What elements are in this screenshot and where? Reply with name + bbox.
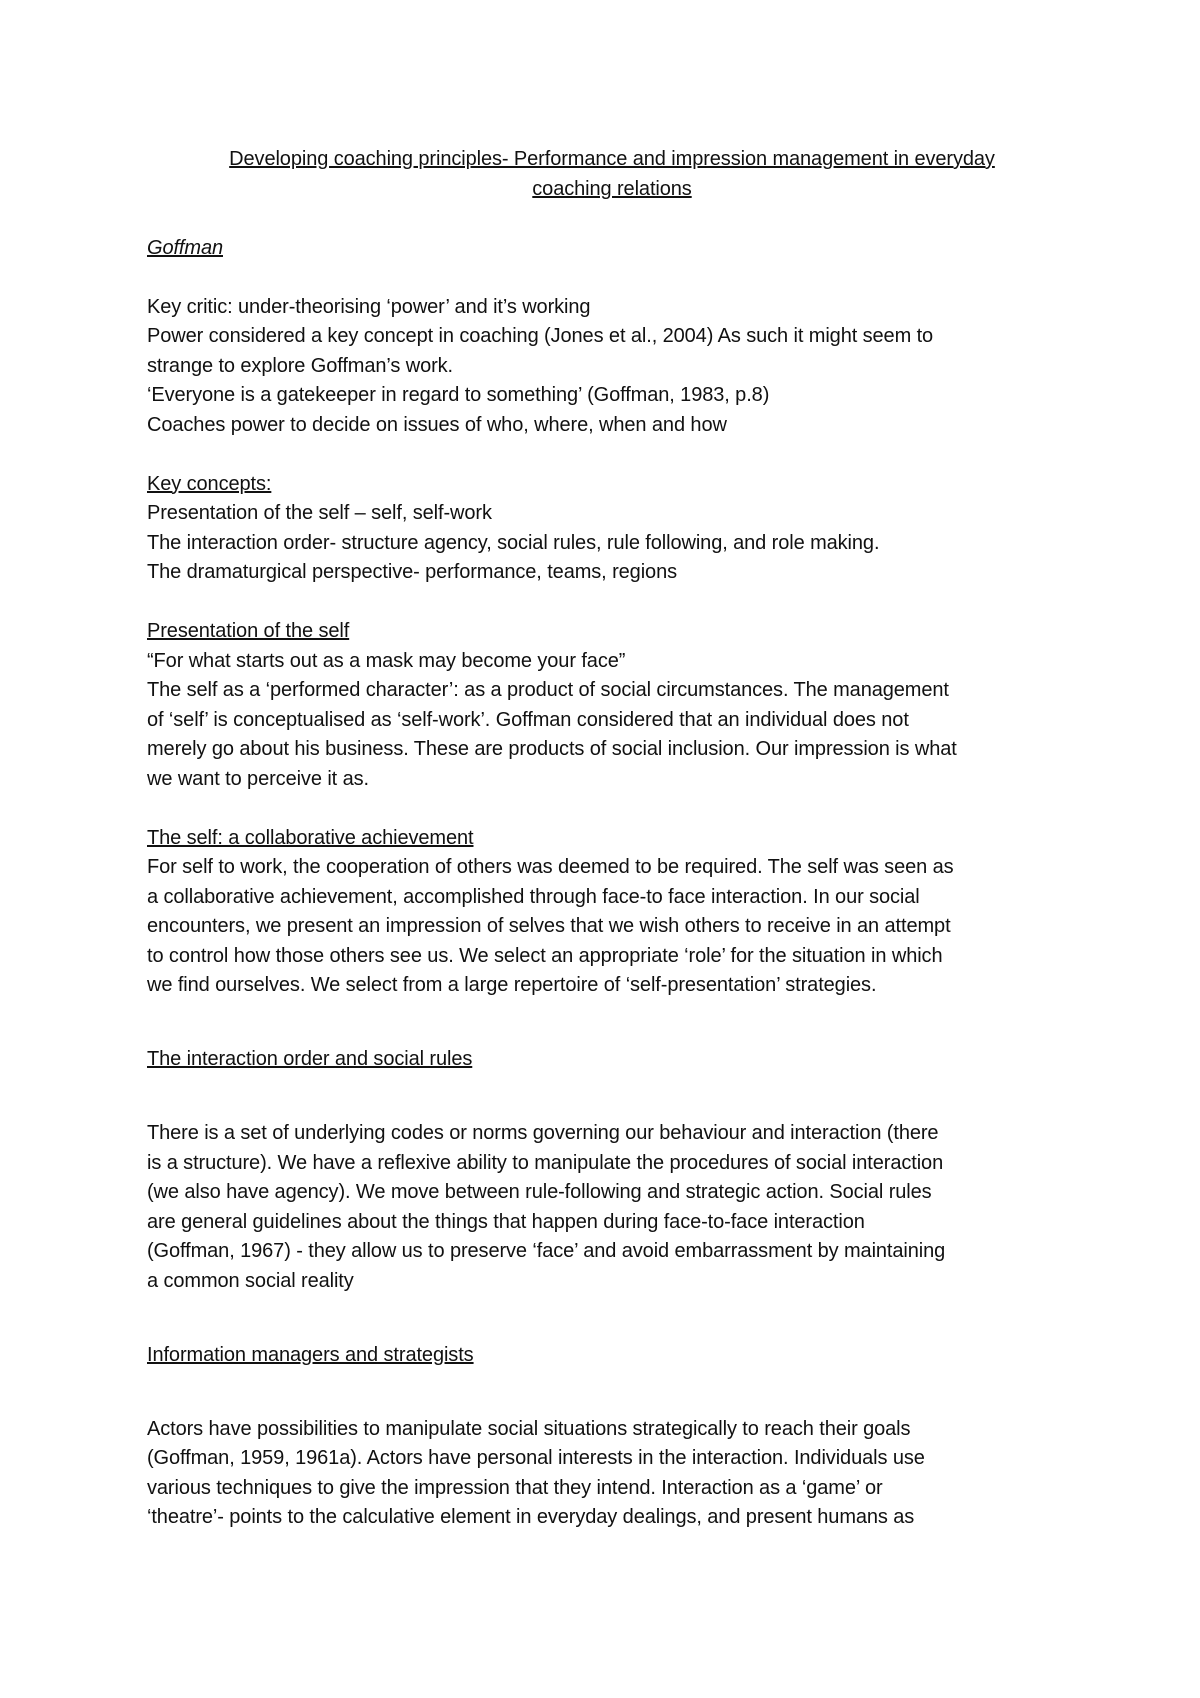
text-line: of ‘self’ is conceptualised as ‘self-work’. Goffman considered that an individual does not: [147, 708, 909, 731]
text-line: a common social reality: [147, 1269, 354, 1292]
text-line: is a structure). We have a reflexive ability to manipulate the procedures of social interaction: [147, 1151, 944, 1174]
section-collaborative-text: [147, 853, 1077, 1001]
text-line: ‘Everyone is a gatekeeper in regard to something’ (Goffman, 1983, p.8): [147, 384, 770, 406]
document-title-line-1: Developing coaching principles- Performance and impression management in everyday: [229, 148, 995, 170]
section-key-concepts: [147, 470, 1077, 588]
section-heading-key-concepts: Key concepts:: [147, 472, 272, 495]
text-line: There is a set of underlying codes or norms governing our behaviour and interaction (there: [147, 1122, 939, 1144]
text-line: Presentation of the self – self, self-work: [147, 502, 492, 524]
text-line: For self to work, the cooperation of others was deemed to be required. The self was seen as: [147, 856, 954, 878]
text-line: The self as a ‘performed character’: as a product of social circumstances. The management: [147, 679, 949, 701]
section-information-text: [147, 1415, 1077, 1533]
text-line: ‘theatre’- points to the calculative element in everyday dealings, and present humans as: [147, 1506, 915, 1528]
text-line: to control how those others see us. We select an appropriate ‘role’ for the situation in which: [147, 944, 943, 967]
text-line: The interaction order- structure agency, social rules, rule following, and role making.: [147, 531, 880, 554]
section-key-concepts-text: [147, 499, 1077, 588]
document-title-line-2: coaching relations: [532, 177, 692, 200]
text-line: a collaborative achievement, accomplished through face-to face interaction. In our social: [147, 885, 920, 908]
section-interaction-text: [147, 1119, 1077, 1296]
section-goffman: [147, 234, 1077, 441]
text-line: (we also have agency). We move between rule-following and strategic action. Social rules: [147, 1181, 932, 1203]
section-presentation-of-self: [147, 617, 1077, 794]
text-line: Actors have possibilities to manipulate social situations strategically to reach their goals: [147, 1417, 911, 1440]
text-line: we find ourselves. We select from a large repertoire of ‘self-presentation’ strategies.: [147, 974, 877, 996]
text-line: Coaches power to decide on issues of who, where, when and how: [147, 413, 727, 436]
document-title: [147, 145, 1077, 204]
text-line: are general guidelines about the things that happen during face-to-face interaction: [147, 1210, 865, 1233]
section-goffman-text: [147, 293, 1077, 441]
section-heading-information-managers: Information managers and strategists: [147, 1343, 474, 1366]
text-line: merely go about his business. These are products of social inclusion. Our impression is what: [147, 738, 957, 760]
text-line: Power considered a key concept in coaching (Jones et al., 2004) As such it might seem to: [147, 325, 934, 347]
section-heading-interaction-order: The interaction order and social rules: [147, 1048, 473, 1070]
text-line: encounters, we present an impression of selves that we wish others to receive in an attempt: [147, 915, 951, 937]
text-line: The dramaturgical perspective- performance, teams, regions: [147, 561, 677, 583]
text-line: various techniques to give the impression that they intend. Interaction as a ‘game’ or: [147, 1476, 883, 1499]
text-line: strange to explore Goffman’s work.: [147, 354, 454, 377]
text-line: “For what starts out as a mask may become your face”: [147, 649, 626, 672]
text-line: (Goffman, 1959, 1961a). Actors have personal interests in the interaction. Individuals use: [147, 1447, 925, 1469]
section-interaction-order: [147, 1045, 1077, 1296]
text-line: we want to perceive it as.: [147, 767, 369, 790]
text-line: (Goffman, 1967) - they allow us to preserve ‘face’ and avoid embarrassment by maintaining: [147, 1240, 946, 1262]
section-collaborative-achievement: [147, 824, 1077, 1001]
text-line: Key critic: under-theorising ‘power’ and it’s working: [147, 295, 591, 318]
section-heading-goffman: Goffman: [147, 236, 223, 259]
section-presentation-text: [147, 647, 1077, 795]
document-page: [147, 145, 1077, 1533]
section-information-managers: [147, 1341, 1077, 1533]
section-heading-presentation-of-self: Presentation of the self: [147, 620, 350, 642]
section-heading-collaborative-achievement: The self: a collaborative achievement: [147, 826, 474, 849]
